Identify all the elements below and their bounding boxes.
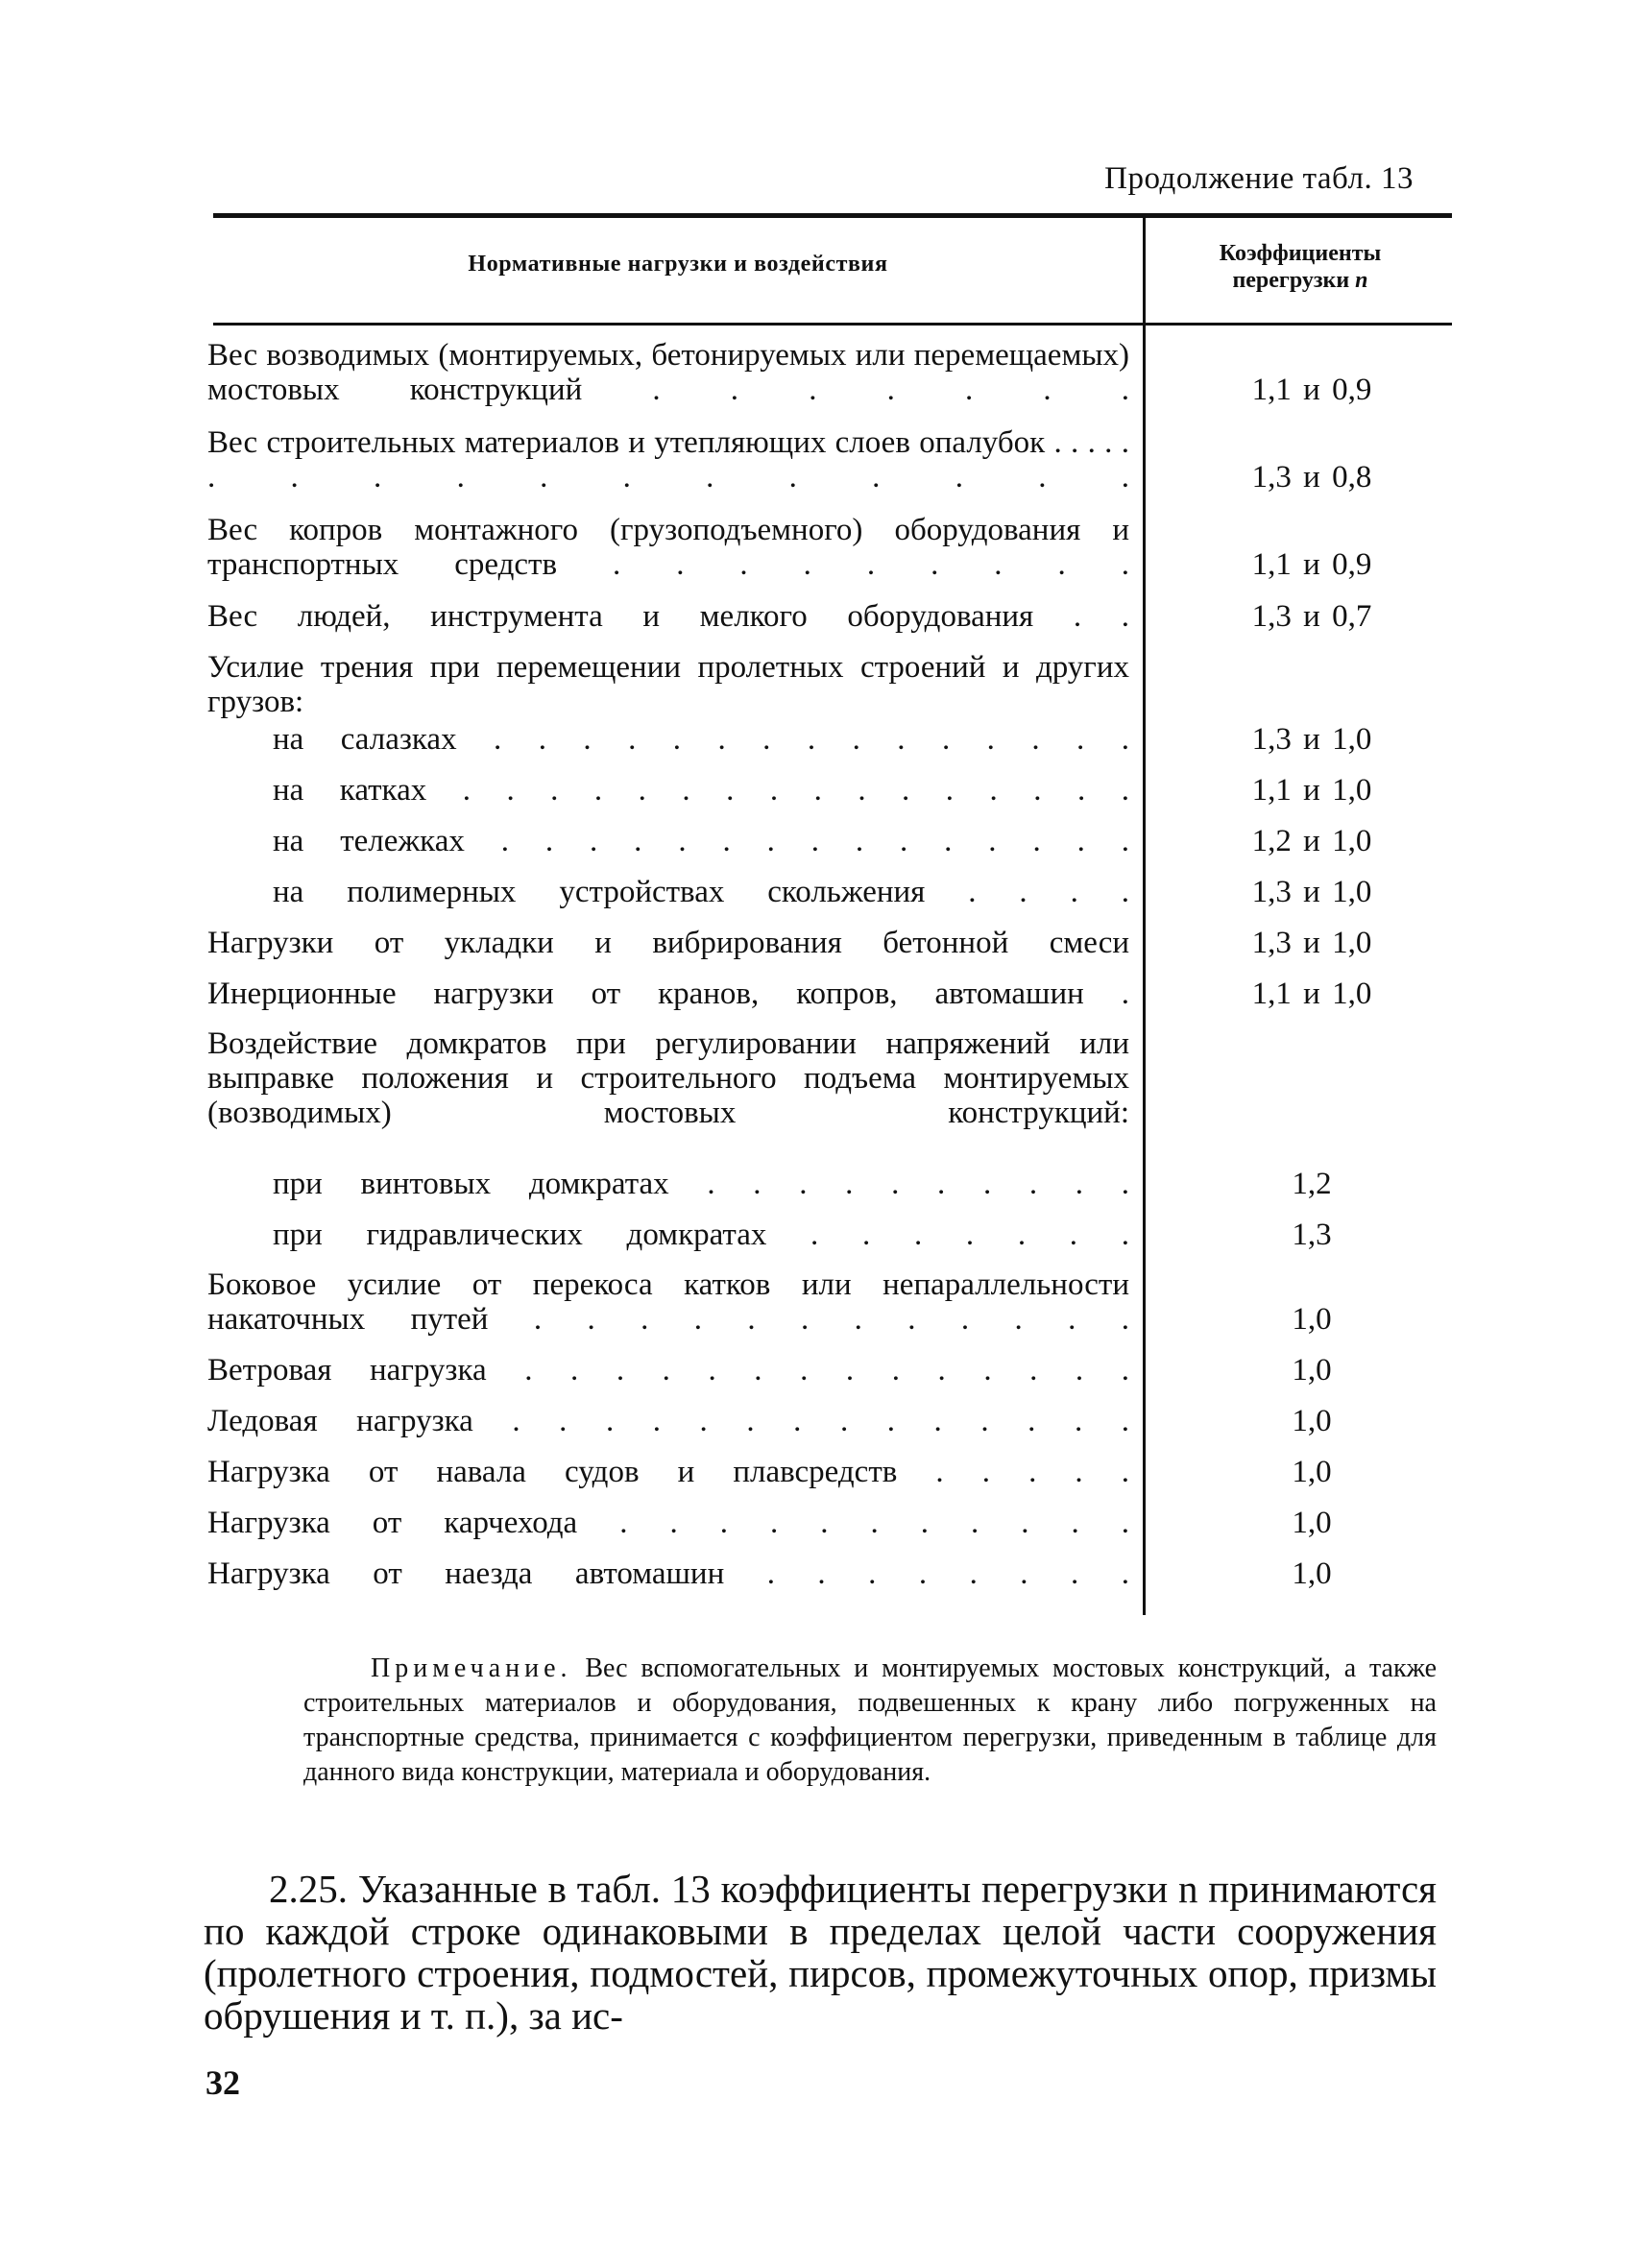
row-value: 1,1 и 0,9 [1251, 373, 1372, 407]
row-value: 1,2 и 1,0 [1251, 824, 1372, 858]
table-top-rule [213, 213, 1452, 218]
row-label: при винтовых домкратах . . . . . . . . . . [273, 1167, 1129, 1201]
row-label: Нагрузка от наезда автомашин . . . . . . . . [207, 1556, 1129, 1591]
row-value: 1,0 [1292, 1556, 1332, 1591]
row-value: 1,0 [1292, 1353, 1332, 1387]
row-value: 1,1 и 1,0 [1251, 977, 1372, 1011]
column-header-coefficients-line1: Коэффициенты [1219, 241, 1382, 266]
row-label: на тележках . . . . . . . . . . . . . . . [273, 824, 1129, 858]
table-column-divider [1143, 217, 1146, 1615]
row-label: Нагрузка от навала судов и плавсредств . . . . . [207, 1455, 1129, 1489]
row-label: на салазках . . . . . . . . . . . . . . . [273, 722, 1129, 757]
row-label: Вес строительных материалов и утепляющих слоев опалубок . . . . . . . . . . . . . . . . . [207, 425, 1129, 495]
row-value: 1,3 и 1,0 [1251, 926, 1372, 960]
column-header-coefficients [1148, 240, 1452, 294]
row-label: Усилие трения при перемещении пролетных строений и других грузов: [207, 650, 1129, 719]
row-value: 1,3 и 0,8 [1251, 460, 1372, 495]
row-label: Нагрузка от карчехода . . . . . . . . . . . [207, 1506, 1129, 1540]
row-value: 1,1 и 1,0 [1251, 773, 1372, 808]
row-value: 1,0 [1292, 1404, 1332, 1438]
table-header-rule [213, 323, 1452, 326]
note-text: Вес вспомогательных и монтируемых мостовых конструкций, а также строительных материалов и оборудования, подвешенных к крану либо погруженных на транспортные средства, принимается с коэффициентом перегрузки, приведенным в таблице для данного вида конструкции, материала и оборудования. [303, 1653, 1437, 1787]
column-header-coefficients-var: n [1355, 268, 1368, 293]
row-label: на полимерных устройствах скольжения . . . . [273, 875, 1129, 909]
row-value: 1,3 [1292, 1218, 1332, 1252]
row-label: Ледовая нагрузка . . . . . . . . . . . . . . [207, 1404, 1129, 1438]
row-label: Боковое усилие от перекоса катков или непараллельности накаточных путей . . . . . . . . . . . . [207, 1267, 1129, 1337]
note-lead: Примечание. [371, 1653, 572, 1683]
page-number: 32 [206, 2063, 240, 2102]
row-label: Вес людей, инструмента и мелкого оборудования . . [207, 599, 1129, 634]
row-value: 1,2 [1292, 1167, 1332, 1201]
row-label: Вес копров монтажного (грузоподъемного) оборудования и транспортных средств . . . . . . . . . [207, 513, 1129, 582]
row-value: 1,3 и 1,0 [1251, 722, 1372, 757]
row-value: 1,0 [1292, 1455, 1332, 1489]
column-header-loads: Нормативные нагрузки и воздействия [468, 252, 888, 277]
row-value: 1,3 и 0,7 [1251, 599, 1372, 634]
table-caption: Продолжение табл. 13 [1104, 161, 1414, 196]
row-value: 1,0 [1292, 1506, 1332, 1540]
row-value: 1,3 и 1,0 [1251, 875, 1372, 909]
body-paragraph: 2.25. Указанные в табл. 13 коэффициенты перегрузки n принимаются по каждой строке одинаковыми в пределах целой части сооружения (пролетного строения, подмостей, пирсов, промежуточных опор, призмы обрушения и т. п.), за ис- [204, 1867, 1437, 2038]
row-value: 1,0 [1292, 1302, 1332, 1337]
row-label: Вес возводимых (монтируемых, бетонируемых или перемещаемых) мостовых конструкций . . . . . . . [207, 338, 1129, 407]
column-header-coefficients-word: перегрузки [1232, 268, 1350, 293]
row-label: Инерционные нагрузки от кранов, копров, автомашин . [207, 977, 1129, 1011]
table-note [303, 1652, 1437, 1790]
row-label: Ветровая нагрузка . . . . . . . . . . . . . . [207, 1353, 1129, 1387]
column-header-coefficients-line2 [1148, 267, 1452, 294]
row-label: на катках . . . . . . . . . . . . . . . . [273, 773, 1129, 808]
row-label: Нагрузки от укладки и вибрирования бетонной смеси [207, 926, 1129, 960]
row-label: при гидравлических домкратах . . . . . . . [273, 1218, 1129, 1252]
row-value: 1,1 и 0,9 [1251, 547, 1372, 582]
row-label: Воздействие домкратов при регулировании напряжений или выправке положения и строительного подъема монтируемых (возводимых) мостовых конструкций: [207, 1026, 1129, 1130]
